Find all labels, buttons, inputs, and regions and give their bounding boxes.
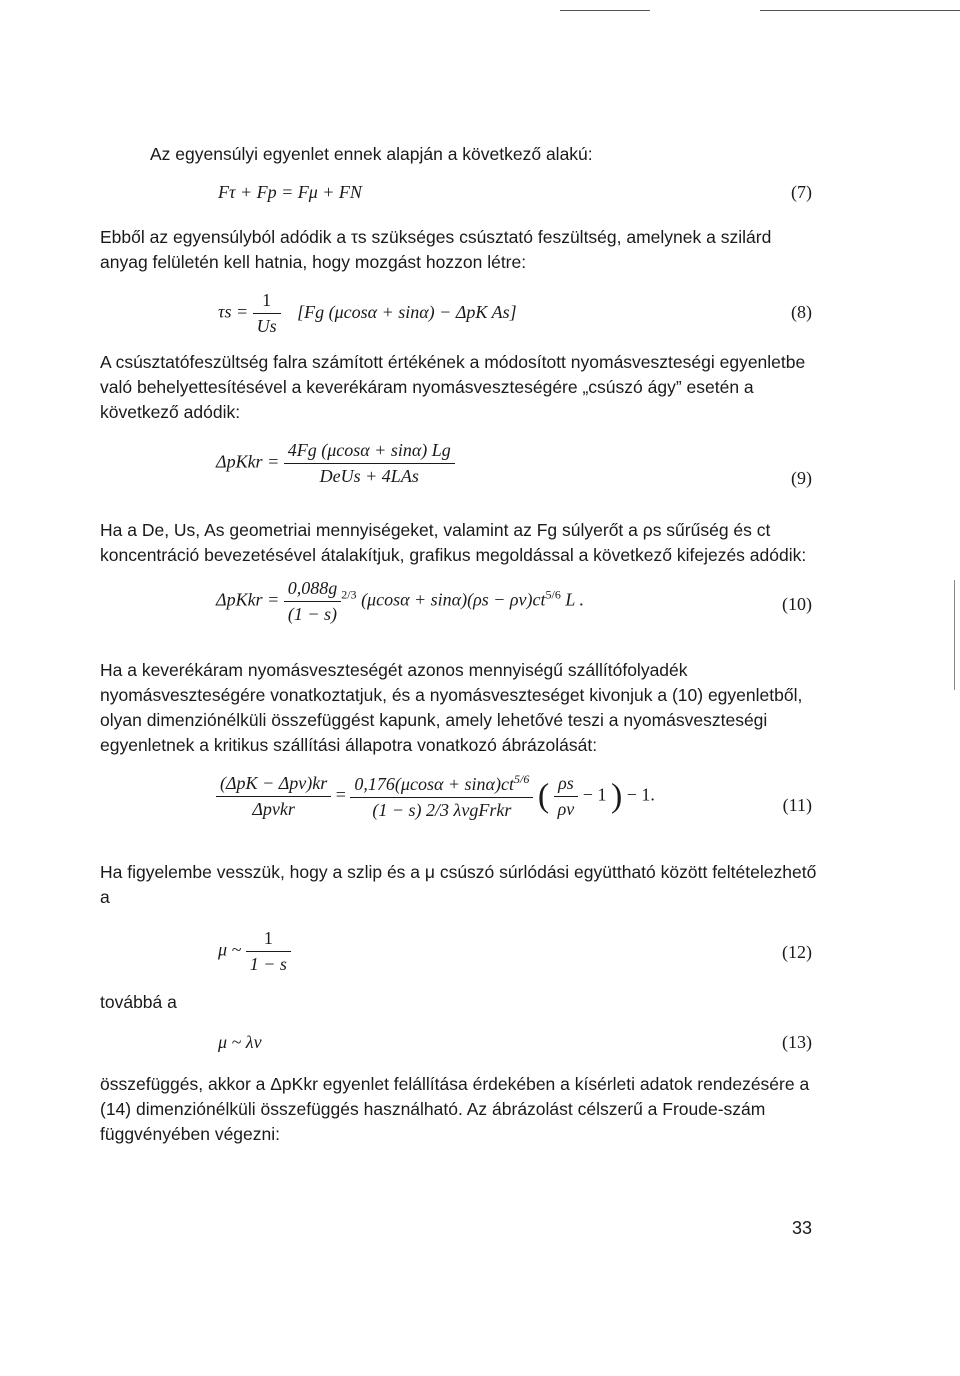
paragraph-sliding-bed: A csúsztatófeszültség falra számított értékének a módosított nyomásveszteségi egyenletbe való behelyettesítésével a keverékáram nyomásveszteségére „csúszó ágy” esetén a következő adódik: — [100, 352, 806, 422]
eq9-numerator: 4Fg (μcosα + sinα) Lg — [284, 440, 455, 464]
eq12-denominator: 1 − s — [249, 954, 287, 974]
equation-11 — [216, 772, 655, 821]
equation-number-13: (13) — [782, 1032, 812, 1052]
paragraph-furthermore: továbbá a — [100, 992, 177, 1012]
eq12-fraction — [246, 928, 291, 975]
eq9-fraction — [284, 440, 455, 487]
eq8-numerator: 1 — [253, 290, 281, 314]
eq11-density-denominator: ρv — [557, 799, 575, 819]
eq11-left-numerator: (ΔpK − Δpv)kr — [216, 773, 331, 797]
eq10-exponent: 2/3 — [341, 587, 357, 602]
eq11-right-numerator — [350, 772, 533, 798]
eq10-lhs: ΔpKkr = — [216, 589, 280, 610]
right-scan-edge — [954, 580, 955, 690]
eq11-paren-close: ) — [610, 777, 623, 815]
paragraph-froude: összefüggés, akkor a ΔpKkr egyenlet felállítása érdekében a kísérleti adatok rendezésére a (14) dimenziónélküli összefüggés használható. Az ábrázolást célszerű a Froude-szám függvényében végezni: — [100, 1074, 810, 1144]
top-scan-rule — [560, 10, 650, 11]
eq9-lhs: ΔpKkr = — [216, 451, 280, 472]
eq8-fraction — [253, 290, 281, 337]
eq10-product: (μcosα + sinα)(ρs − ρv)ct — [361, 589, 546, 610]
equation-number-11: (11) — [782, 795, 812, 815]
equation-13: μ ~ λv — [218, 1032, 262, 1052]
eq10-numerator: 0,088g — [284, 578, 342, 602]
eq11-right-fraction — [350, 772, 533, 821]
equation-number-7: (7) — [791, 182, 812, 202]
eq11-right-denominator: (1 − s) 2/3 λvgFrkr — [372, 800, 512, 820]
eq10-tail: L . — [565, 589, 585, 610]
eq10-fraction — [284, 578, 342, 625]
eq11-minus-one: − 1 — [582, 784, 607, 805]
top-scan-rule-right — [760, 10, 960, 11]
eq11-left-denominator: Δpvkr — [252, 799, 295, 819]
eq11-tail: − 1. — [626, 784, 655, 805]
eq11-right-numerator-text: 0,176(μcosα + sinα)ct — [354, 774, 514, 794]
eq11-left-fraction — [216, 773, 331, 820]
eq11-exponent: 5/6 — [513, 772, 530, 786]
eq11-paren-open: ( — [537, 777, 550, 815]
equation-number-10: (10) — [782, 594, 812, 614]
eq12-lhs: μ ~ — [218, 939, 242, 960]
paragraph-intro: Az egyensúlyi egyenlet ennek alapján a következő alakú: — [150, 144, 593, 164]
equation-7: Fτ + Fp = Fμ + FN — [218, 182, 362, 202]
paragraph-geometric: Ha a De, Us, As geometriai mennyiségeket, valamint az Fg súlyerőt a ρs sűrűség és ct koncentráció bevezetésével átalakítjuk, grafikus megoldással a következő kifejezés adódik: — [100, 520, 807, 565]
equation-number-12: (12) — [782, 942, 812, 962]
paragraph-slip: Ha figyelembe vesszük, hogy a szlip és a μ csúszó súrlódási együttható között feltételezhető a — [100, 862, 817, 907]
eq11-density-fraction — [554, 773, 579, 820]
eq11-equals: = — [335, 784, 346, 805]
paragraph-dimensionless: Ha a keverékáram nyomásveszteségét azonos mennyiségű szállítófolyadék nyomásveszteségére vonatkoztatjuk, és a nyomásveszteséget kivonjuk a (10) egyenletből, olyan dimenziónélküli összefüggést kapunk, amely lehetővé teszi a nyomásveszteségi egyenletnek a kritikus szállítási állapotra vonatkozó ábrázolását: — [100, 660, 803, 755]
paragraph-shear-stress: Ebből az egyensúlyból adódik a τs szükséges csúsztató feszültség, amelynek a szilárd anyag felületén kell hatnia, hogy mozgást hozzon létre: — [100, 227, 772, 272]
eq8-denominator: Us — [256, 316, 277, 336]
page-number: 33 — [791, 1218, 812, 1238]
equation-9 — [216, 440, 455, 487]
equation-number-9: (9) — [791, 468, 812, 488]
eq9-denominator: DeUs + 4LAs — [319, 466, 419, 486]
eq10-denominator: (1 − s) — [287, 604, 338, 624]
equation-12 — [218, 928, 291, 975]
equation-10 — [216, 578, 584, 625]
eq8-lhs: τs = — [218, 301, 249, 322]
eq11-density-numerator: ρs — [554, 773, 579, 797]
eq10-exponent-2: 5/6 — [545, 587, 561, 602]
eq12-numerator: 1 — [246, 928, 291, 952]
equation-number-8: (8) — [791, 302, 812, 322]
eq8-bracket: [Fg (μcosα + sinα) − ΔpK As] — [297, 301, 517, 322]
equation-8 — [218, 290, 517, 337]
